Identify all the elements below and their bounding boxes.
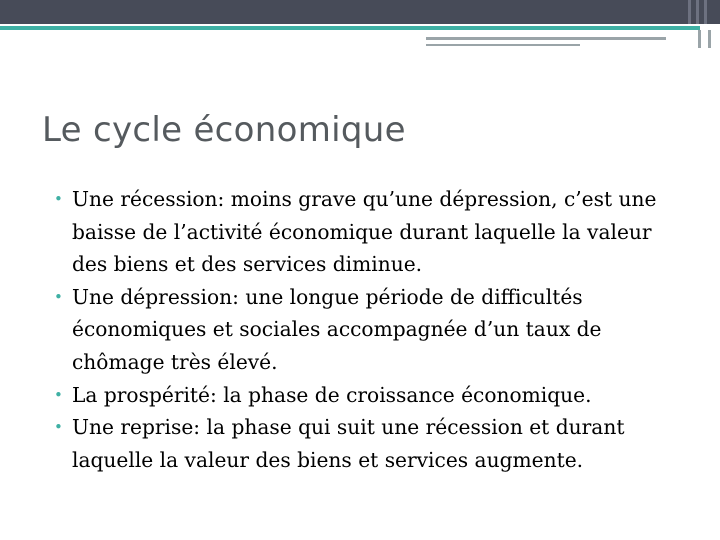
- header-stripe-decoration: [696, 0, 699, 24]
- list-item: [54, 183, 684, 281]
- accent-line: [0, 26, 700, 30]
- bullet-icon: •: [54, 287, 63, 306]
- slide-title: Le cycle économique: [42, 110, 406, 150]
- bullet-icon: •: [54, 418, 63, 437]
- bullet-text: La prospérité: la phase de croissance économique.: [72, 382, 592, 407]
- bullet-list: [54, 183, 684, 476]
- bullet-icon: •: [54, 190, 63, 208]
- bullet-text: Une reprise: la phase qui suit une récession et durant laquelle la valeur des biens et services augmente.: [72, 415, 625, 472]
- list-item: [54, 411, 684, 476]
- bullet-icon: •: [54, 385, 63, 404]
- decorative-rule: [708, 30, 711, 48]
- header-stripe-decoration: [704, 0, 707, 24]
- list-item: [54, 281, 684, 379]
- list-item: [54, 379, 684, 412]
- decorative-rule: [426, 37, 666, 40]
- decorative-rule: [698, 30, 701, 48]
- header-band: [0, 0, 720, 24]
- decorative-rule: [426, 44, 580, 46]
- bullet-text: Une récession: moins grave qu’une dépression, c’est une baisse de l’activité économique durant laquelle la valeur des biens et des services diminue.: [72, 187, 657, 277]
- header-stripe-decoration: [688, 0, 691, 24]
- bullet-text: Une dépression: une longue période de difficultés économiques et sociales accompagnée d’un taux de chômage très élevé.: [72, 284, 602, 374]
